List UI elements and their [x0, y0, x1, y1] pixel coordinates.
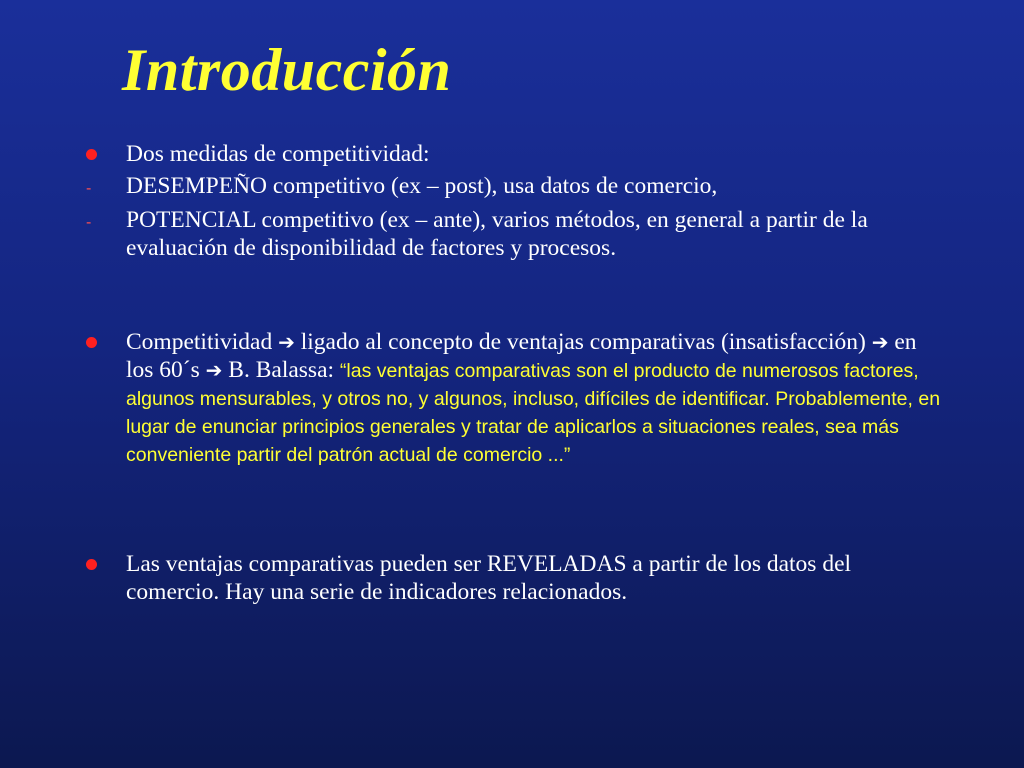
- red-dot-icon: [86, 559, 97, 570]
- bullet-text: [126, 328, 946, 468]
- right-arrow-icon: ➔: [278, 330, 295, 354]
- dash-icon: -: [86, 214, 92, 231]
- dash-icon: -: [86, 180, 92, 197]
- author-text: B. Balassa:: [228, 357, 340, 383]
- bullet-text: Las ventajas comparativas pueden ser REVELADAS a partir de los datos del comercio. Hay una serie de indicadores relacionados.: [126, 551, 852, 605]
- right-arrow-icon: ➔: [205, 358, 223, 382]
- subitem-text: DESEMPEÑO competitivo (ex – post), usa datos de comercio,: [126, 173, 718, 199]
- decade-text: en los 60´s: [126, 329, 917, 383]
- concept-text: ligado al concepto de ventajas comparativas (insatisfacción): [300, 329, 866, 355]
- slide-title: Introducción: [122, 37, 452, 103]
- subitem-text: POTENCIAL competitivo (ex – ante), varios métodos, en general a partir de la evaluación de disponibilidad de factores y procesos.: [126, 207, 868, 261]
- bullet-text: Dos medidas de competitividad:: [126, 141, 430, 167]
- right-arrow-icon: ➔: [871, 330, 889, 354]
- competitividad-label: Competitividad: [126, 329, 273, 355]
- red-dot-icon: [86, 149, 97, 160]
- red-dot-icon: [86, 337, 97, 348]
- balassa-quote: “las ventajas comparativas son el producto de numerosos factores, algunos mensurables, y otros no, y algunos, incluso, difíciles de identificar. Probablemente, en lugar de enunciar principios generales y tratar de aplicarlos a situaciones reales, sea más conveniente partir del patrón actual de comercio ...”: [126, 360, 941, 466]
